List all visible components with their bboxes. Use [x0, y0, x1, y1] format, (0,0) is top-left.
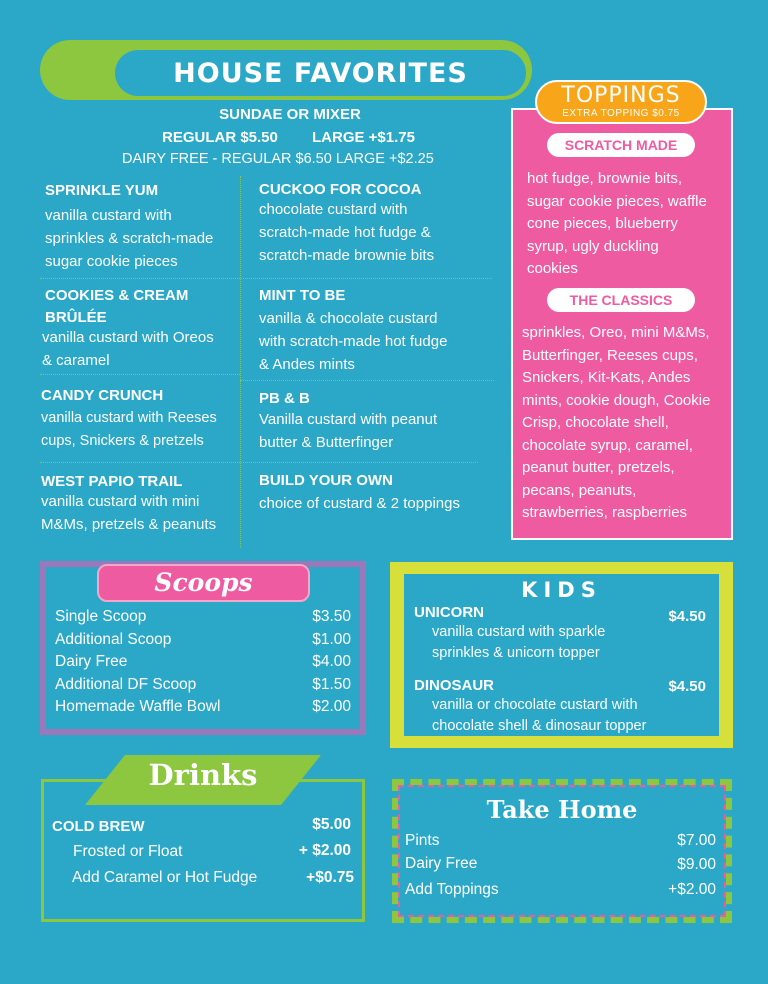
desc-line: scratch-made hot fudge & [259, 224, 431, 241]
scoops-title: Scoops [154, 568, 253, 597]
desc-line: Vanilla custard with peanut [259, 411, 438, 428]
desc-line: chocolate shell & dinosaur topper [432, 718, 647, 734]
item-desc [259, 492, 460, 515]
desc-line: sugar cookie pieces [45, 253, 178, 270]
scoop-price: $4.00 [312, 653, 351, 670]
topping-line: Snickers, Kit-Kats, Andes [522, 369, 691, 386]
toppings-title: TOPPINGS [561, 83, 681, 108]
drinks-title: Drinks [148, 758, 258, 792]
take-home-title: Take Home [486, 795, 638, 824]
the-classics-label: THE CLASSICS [547, 288, 695, 312]
item-desc [259, 408, 437, 454]
item-desc [259, 307, 447, 376]
item-title: SPRINKLE YUM [45, 182, 159, 199]
desc-line: vanilla custard with sparkle [432, 624, 606, 640]
take-home-item-name: Pints [405, 832, 440, 849]
item-title: BUILD YOUR OWN [259, 472, 393, 489]
drink-option-name: Frosted or Float [73, 843, 183, 860]
topping-line: strawberries, raspberries [522, 504, 688, 521]
menu-divider-1 [40, 278, 492, 279]
header-pill [115, 50, 526, 96]
scoop-name: Additional Scoop [55, 631, 172, 648]
toppings-subtitle: EXTRA TOPPING $0.75 [562, 108, 680, 119]
scoop-name: Homemade Waffle Bowl [55, 698, 221, 715]
item-desc [41, 490, 216, 536]
scoop-price: $1.00 [312, 631, 351, 648]
desc-line: sprinkles & scratch-made [45, 230, 214, 247]
item-title: PB & B [259, 390, 310, 407]
topping-line: hot fudge, brownie bits, [527, 170, 683, 187]
kids-item-desc [432, 695, 646, 737]
desc-line: butter & Butterfinger [259, 434, 394, 451]
desc-line: with scratch-made hot fudge [259, 333, 448, 350]
menu-divider-3 [240, 380, 494, 381]
topping-line: sprinkles, Oreo, mini M&Ms, [522, 324, 710, 341]
kids-item-name: DINOSAUR [414, 677, 495, 694]
kids-item-price: $4.50 [668, 678, 706, 695]
scoop-price: $3.50 [312, 608, 351, 625]
item-title-line: BRÛLÉE [45, 309, 107, 326]
item-title: WEST PAPIO TRAIL [41, 473, 183, 490]
take-home-item-price: +$2.00 [668, 881, 716, 898]
item-desc [41, 407, 217, 453]
desc-line: vanilla custard with Oreos [42, 329, 214, 346]
take-home-item-price: $7.00 [677, 832, 716, 849]
kids-item-name: UNICORN [414, 604, 484, 621]
kids-title: KIDS [521, 578, 602, 602]
drink-option-price: +$0.75 [306, 869, 354, 886]
sundae-dairy-free-price: DAIRY FREE - REGULAR $6.50 LARGE +$2.25 [122, 151, 434, 167]
toppings-header [535, 80, 707, 124]
menu-divider-2 [40, 374, 240, 375]
item-title: CANDY CRUNCH [41, 387, 164, 404]
topping-line: syrup, ugly duckling [527, 237, 659, 255]
page-title: HOUSE FAVORITES [173, 57, 468, 89]
topping-line: pecans, peanuts, [522, 481, 637, 499]
desc-line: & Andes mints [259, 356, 355, 373]
scoop-price: $1.50 [312, 676, 351, 693]
item-desc [259, 198, 434, 267]
scoop-name: Additional DF Scoop [55, 676, 197, 693]
desc-line: choice of custard & 2 toppings [259, 495, 460, 512]
topping-line: peanut butter, pretzels, [522, 459, 675, 476]
desc-line: sprinkles & unicorn topper [432, 645, 600, 661]
topping-line: Crisp, chocolate shell, [522, 414, 669, 431]
menu-divider-vertical [240, 176, 241, 548]
desc-line: M&Ms, pretzels & peanuts [41, 516, 217, 533]
desc-line: cups, Snickers & pretzels [41, 433, 204, 449]
drink-option-name: Add Caramel or Hot Fudge [72, 869, 258, 886]
desc-line: vanilla custard with mini [41, 493, 200, 510]
topping-line: mints, cookie dough, Cookie [522, 391, 711, 409]
menu-divider-4 [40, 462, 478, 463]
scoop-name: Dairy Free [55, 653, 128, 670]
sundae-large-price: LARGE +$1.75 [312, 129, 415, 146]
item-title-line: COOKIES & CREAM [45, 287, 189, 304]
desc-line: scratch-made brownie bits [259, 247, 435, 264]
drink-option-price: + $2.00 [298, 842, 351, 859]
drink-name: COLD BREW [52, 818, 145, 835]
classics-list [522, 322, 710, 525]
desc-line: chocolate custard with [259, 201, 408, 218]
desc-line: vanilla or chocolate custard with [432, 697, 638, 713]
topping-line: cone pieces, blueberry [527, 215, 678, 232]
kids-item-price: $4.50 [668, 608, 706, 625]
drink-price: $5.00 [312, 816, 351, 833]
scratch-made-list [527, 168, 707, 281]
topping-line: sugar cookie pieces, waffle [527, 192, 707, 210]
sundae-regular-price: REGULAR $5.50 [162, 129, 278, 146]
topping-line: Butterfinger, Reeses cups, [522, 346, 698, 364]
topping-line: chocolate syrup, caramel, [522, 436, 693, 454]
scratch-made-label: SCRATCH MADE [547, 133, 695, 157]
scoops-header [97, 564, 310, 602]
kids-item-desc [432, 622, 605, 664]
scoop-name: Single Scoop [55, 608, 147, 625]
item-desc [42, 326, 214, 372]
desc-line: vanilla custard with [45, 207, 172, 224]
item-desc [45, 204, 213, 273]
topping-line: cookies [527, 260, 578, 277]
desc-line: vanilla custard with Reeses [41, 410, 217, 426]
sundae-heading: SUNDAE OR MIXER [219, 106, 361, 123]
take-home-item-price: $9.00 [677, 856, 716, 873]
take-home-item-name: Dairy Free [405, 855, 478, 872]
desc-line: vanilla & chocolate custard [259, 310, 438, 327]
item-title: MINT TO BE [259, 287, 346, 304]
scoop-price: $2.00 [312, 698, 351, 715]
item-title: CUCKOO FOR COCOA [259, 181, 422, 198]
desc-line: & caramel [42, 352, 110, 369]
take-home-item-name: Add Toppings [405, 881, 499, 898]
